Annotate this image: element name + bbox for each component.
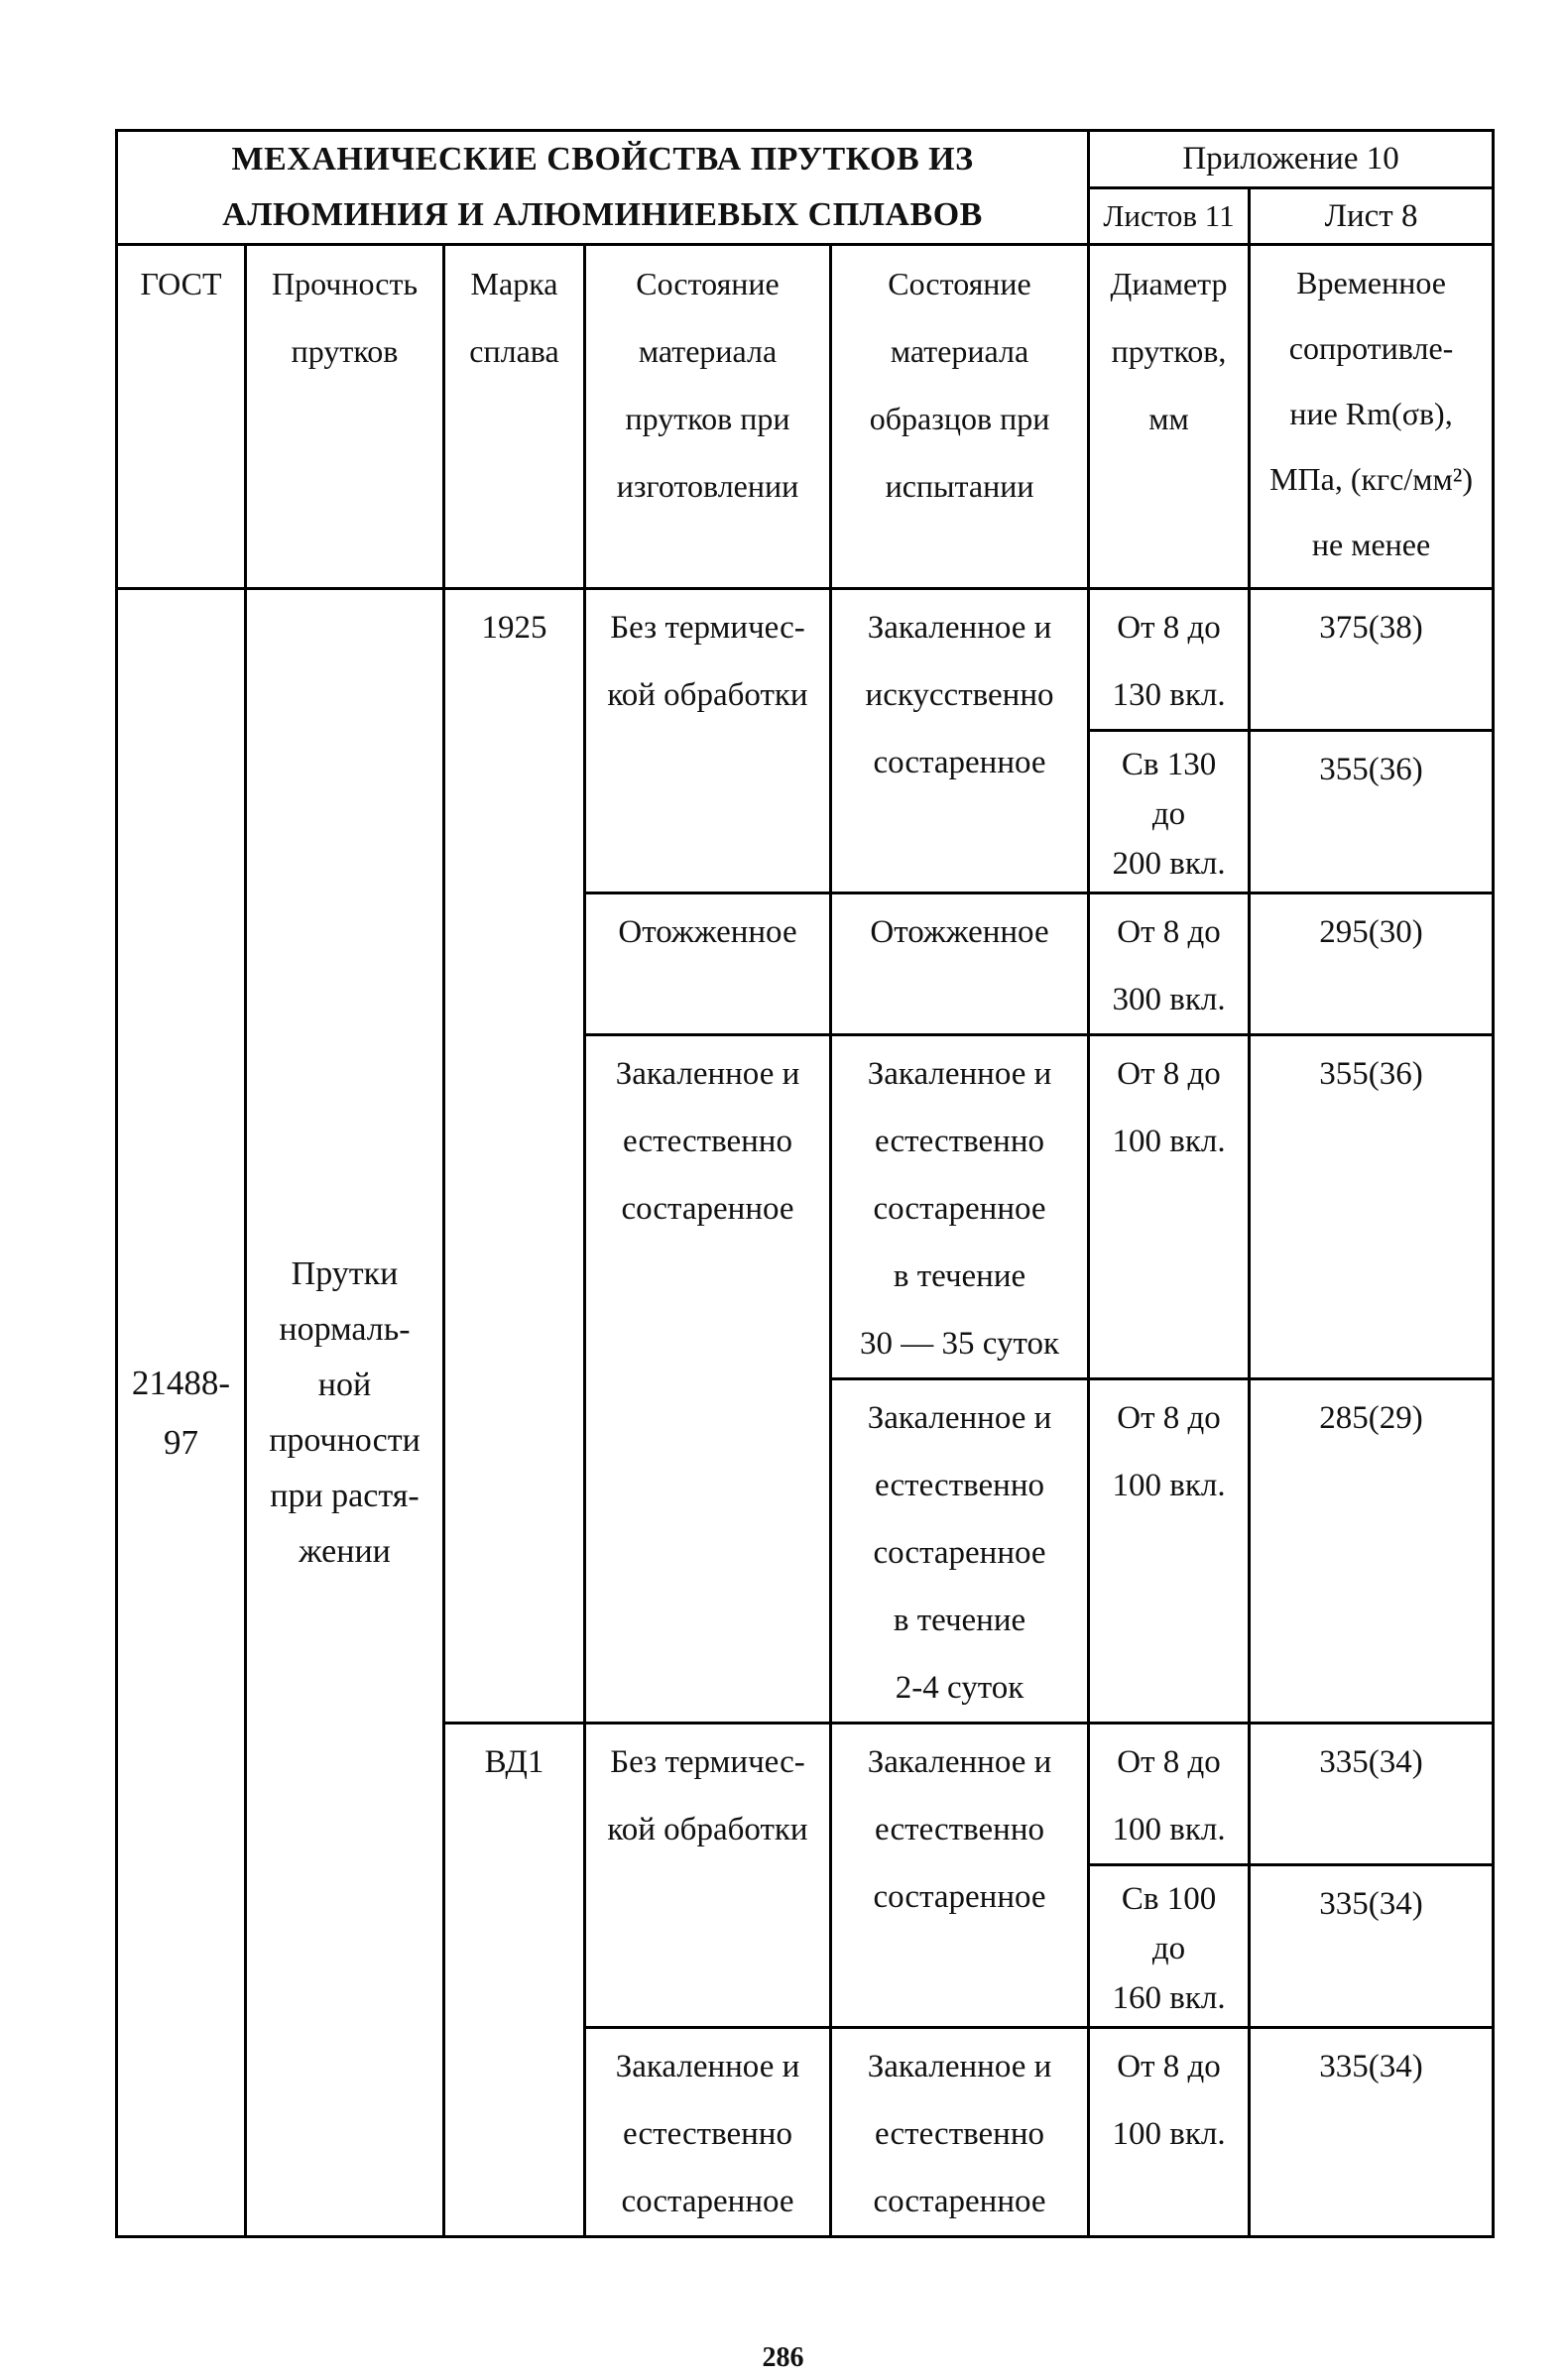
row4a-tensile: 335(34) bbox=[1250, 1724, 1494, 1865]
row4b-tensile: 335(34) bbox=[1250, 1865, 1494, 2028]
row1-manufacture: Без термичес- кой обработки bbox=[585, 589, 831, 893]
row3b-diameter: От 8 до 100 вкл. bbox=[1089, 1379, 1250, 1724]
header-strength: Прочность прутков bbox=[246, 245, 444, 589]
row4-testing: Закаленное и естественно состаренное bbox=[831, 1724, 1089, 2028]
row1-testing: Закаленное и искусственно состаренное bbox=[831, 589, 1089, 893]
header-state-testing: Состояние материала образцов при испытании bbox=[831, 245, 1089, 589]
row5-testing: Закаленное и естественно состаренное bbox=[831, 2028, 1089, 2237]
header-gost: ГОСТ bbox=[117, 245, 246, 589]
strength-value: Прутки нормаль- ной прочности при растя- жении bbox=[246, 589, 444, 2237]
row3a-testing: Закаленное и естественно состаренное в течение 30 — 35 суток bbox=[831, 1035, 1089, 1379]
header-diameter: Диаметр прутков, мм bbox=[1089, 245, 1250, 589]
row4-manufacture: Без термичес- кой обработки bbox=[585, 1724, 831, 2028]
row4a-diameter: От 8 до 100 вкл. bbox=[1089, 1724, 1250, 1865]
row3a-tensile: 355(36) bbox=[1250, 1035, 1494, 1379]
row3b-tensile: 285(29) bbox=[1250, 1379, 1494, 1724]
grade-vd1: ВД1 bbox=[444, 1724, 585, 2237]
row1b-tensile: 355(36) bbox=[1250, 731, 1494, 893]
header-grade: Марка сплава bbox=[444, 245, 585, 589]
sheets-total: Листов 11 bbox=[1089, 187, 1250, 245]
gost-value: 21488- 97 bbox=[117, 589, 246, 2237]
row2-manufacture: Отожженное bbox=[585, 893, 831, 1035]
row5-diameter: От 8 до 100 вкл. bbox=[1089, 2028, 1250, 2237]
row3-manufacture: Закаленное и естественно состаренное bbox=[585, 1035, 831, 1724]
row3a-diameter: От 8 до 100 вкл. bbox=[1089, 1035, 1250, 1379]
sheet-number: Лист 8 bbox=[1250, 187, 1494, 245]
grade-1925: 1925 bbox=[444, 589, 585, 1724]
header-state-manufacture: Состояние материала прутков при изготовлении bbox=[585, 245, 831, 589]
row1a-tensile: 375(38) bbox=[1250, 589, 1494, 731]
table-title: МЕХАНИЧЕСКИЕ СВОЙСТВА ПРУТКОВ ИЗ АЛЮМИНИЯ И АЛЮМИНИЕВЫХ СПЛАВОВ bbox=[117, 131, 1089, 245]
row2-testing: Отожженное bbox=[831, 893, 1089, 1035]
appendix-label: Приложение 10 bbox=[1089, 131, 1494, 188]
row3b-testing: Закаленное и естественно состаренное в течение 2-4 суток bbox=[831, 1379, 1089, 1724]
row5-tensile: 335(34) bbox=[1250, 2028, 1494, 2237]
row2-diameter: От 8 до 300 вкл. bbox=[1089, 893, 1250, 1035]
row1a-diameter: От 8 до 130 вкл. bbox=[1089, 589, 1250, 731]
row2-tensile: 295(30) bbox=[1250, 893, 1494, 1035]
row4b-diameter: Св 100 до 160 вкл. bbox=[1089, 1865, 1250, 2028]
header-tensile: Временное сопротивле- ние Rm(σв), МПа, (кгс/мм²) не менее bbox=[1250, 245, 1494, 589]
row1b-diameter: Св 130 до 200 вкл. bbox=[1089, 731, 1250, 893]
page-number: 286 bbox=[762, 2342, 804, 2373]
row5-manufacture: Закаленное и естественно состаренное bbox=[585, 2028, 831, 2237]
properties-table bbox=[115, 129, 1495, 2238]
